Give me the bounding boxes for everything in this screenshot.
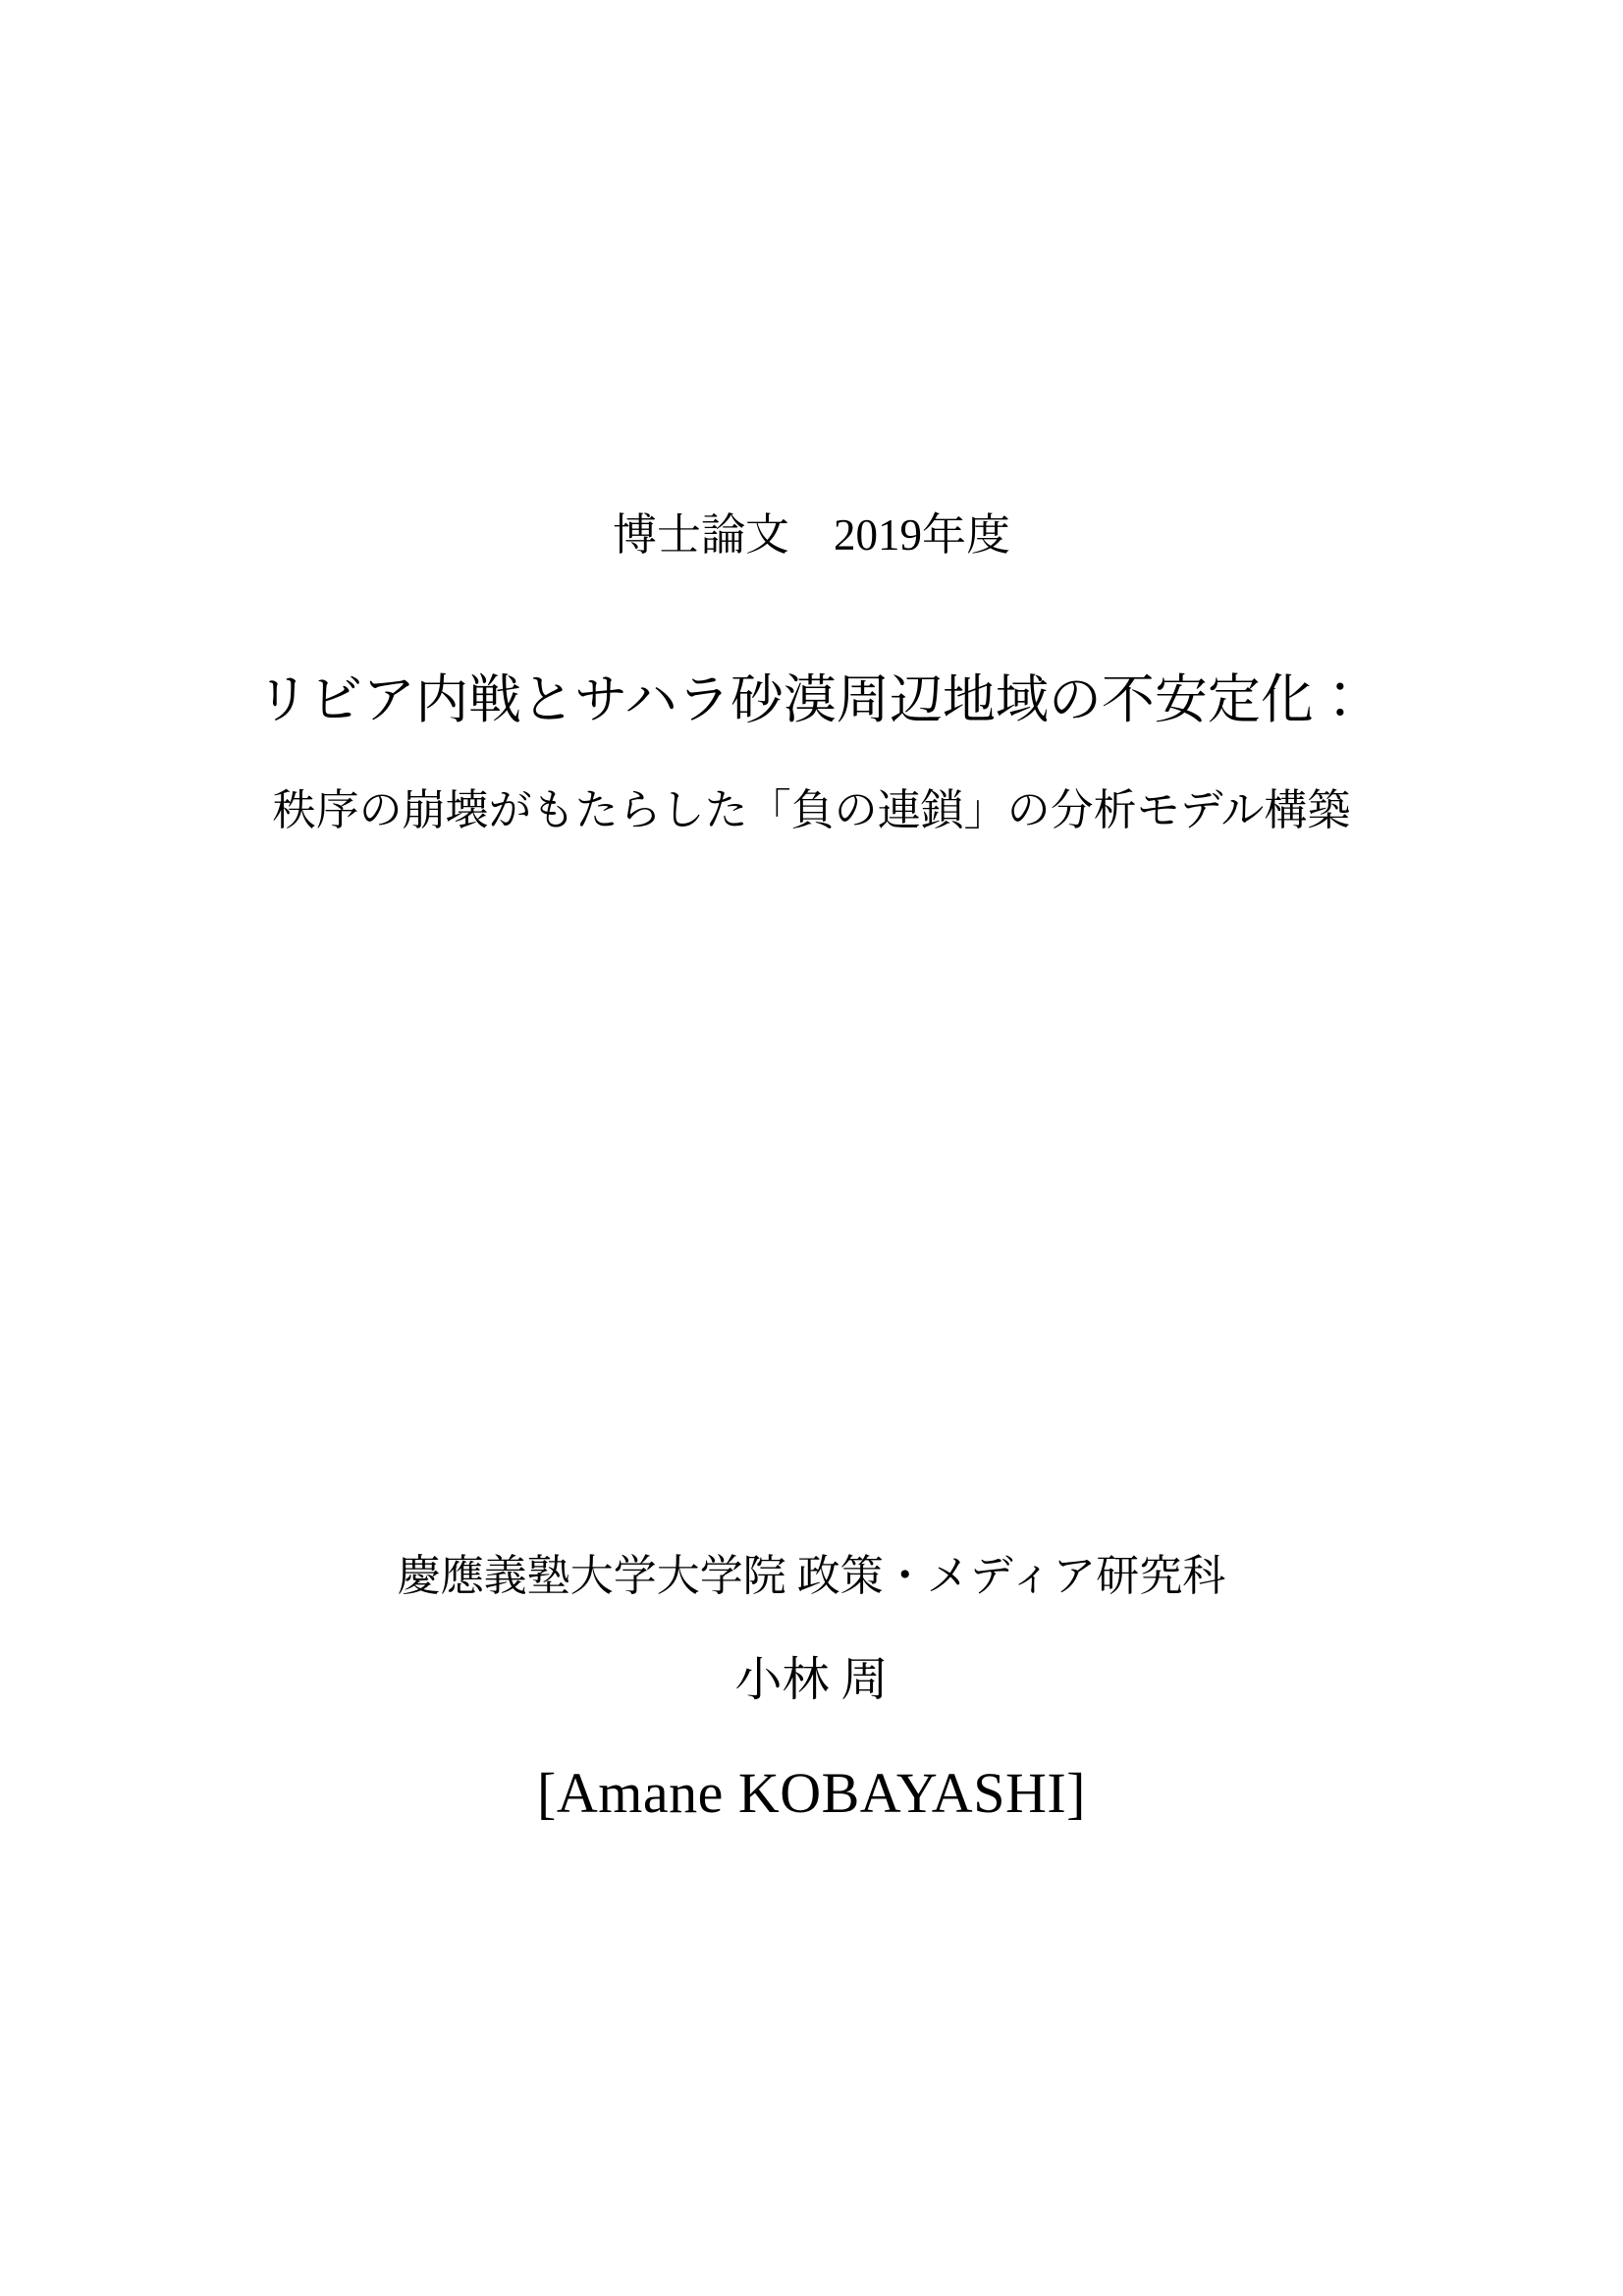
author-name-romanized: [Amane KOBAYASHI]: [537, 1761, 1086, 1825]
thesis-subtitle: 秩序の崩壊がもたらした「負の連鎖」の分析モデル構築: [272, 786, 1351, 834]
thesis-type-and-year: 博士論文 2019年度: [612, 510, 1010, 560]
thesis-main-title: リビア内戦とサハラ砂漠周辺地域の不安定化：: [256, 670, 1367, 729]
author-affiliation: 慶應義塾大学大学院 政策・メディア研究科: [397, 1552, 1226, 1600]
author-name-japanese: 小林 周: [734, 1654, 889, 1706]
